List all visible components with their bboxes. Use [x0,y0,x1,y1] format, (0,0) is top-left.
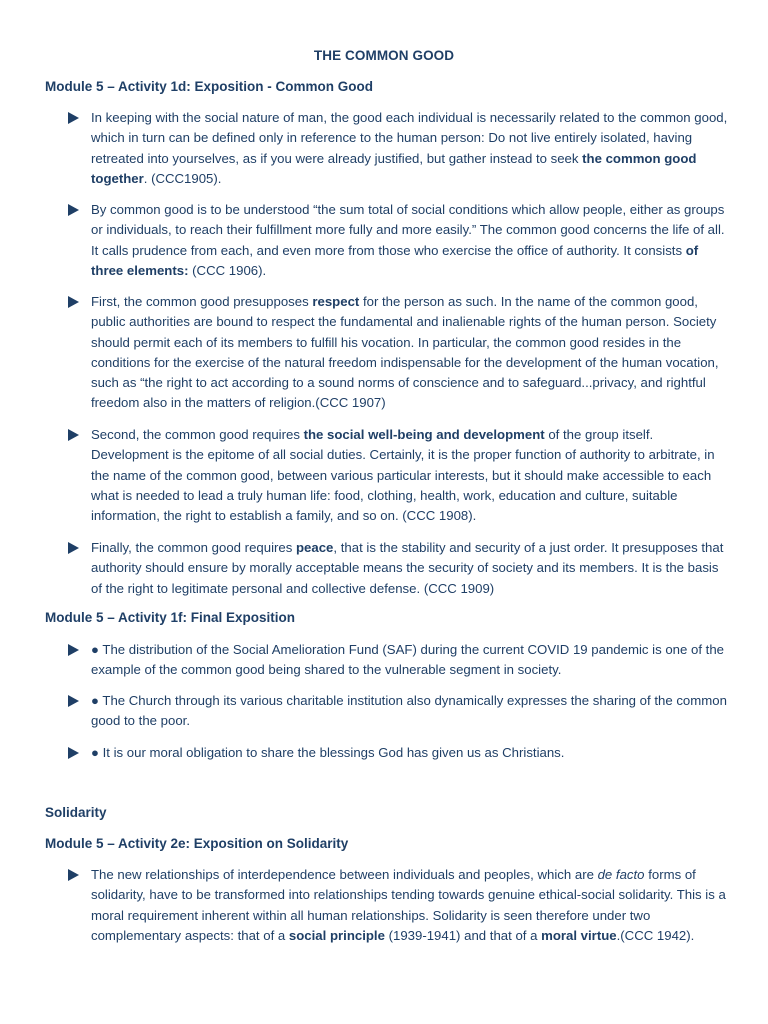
arrow-bullet-icon [68,429,79,441]
text-run: (CCC 1906). [188,262,267,278]
text-run: for the person as such. In the name of the common good, public authorities are bound to respect the fundamental and inalienable rights of the human person. Society should permit each of its members to fulfill his vocation. In particular, the common good resides in the conditions for the exercise of the natural freedom indispensable for the development of the human vocation, such as “the right to act according to a sound norms of conscience and to safeguard...privacy, and rightful freedom also in the matters of religion.(CCC 1907) [91,294,719,411]
text-run: ● The Church through its various charitable institution also dynamically expresses the sharing of the common good to the poor. [91,693,727,729]
text-run: ● It is our moral obligation to share the blessings God has given us as Christians. [91,745,565,760]
bullet-text [91,538,728,599]
text-run: (1939-1941) and that of a [384,927,542,943]
text-run: Finally, the common good requires [91,540,296,555]
bold-text: the common good together [91,150,697,186]
section-heading-solidarity: Solidarity [45,805,107,820]
arrow-bullet-icon [68,204,79,216]
arrow-bullet-icon [68,542,79,554]
arrow-bullet-icon [68,695,79,707]
bullet-text [91,865,728,946]
text-run: ● The distribution of the Social Amelioration Fund (SAF) during the current COVID 19 pandemic is one of the example of the common good being shared to the vulnerable segment in society. [91,642,724,678]
italic-text: de facto [597,867,645,882]
arrow-bullet-icon [68,112,79,124]
bold-text: the social well-being and development [303,427,545,442]
section-heading-1d: Module 5 – Activity 1d: Exposition - Common Good [45,79,374,94]
list-item [68,292,728,414]
page-title: THE COMMON GOOD [313,48,455,63]
bold-text: moral virtue [541,927,617,943]
text-run: First, the common good presupposes [91,294,313,309]
list-item [68,108,728,189]
arrow-bullet-icon [68,644,79,656]
text-run: .(CCC 1942). [616,927,695,943]
bullet-text [91,292,728,414]
text-run: In keeping with the social nature of man, the good each individual is necessarily related to the common good, which in turn can be defined only in reference to the human person: Do not live entirely isolated, having retreated into yourselves, as if you were already justified, but gather instead to seek [91,110,728,166]
text-run: By common good is to be understood “the sum total of social conditions which allow people, either as groups or individuals, to reach their fulfillment more fully and more easily.” The common good concerns the life of all. It calls prudence from each, and even more from those who exercise the office of authority. It consists [91,202,725,258]
text-run: of the group itself. Development is the epitome of all social duties. Certainly, it is the proper function of authority to arbitrate, in the name of the common good, between various particular interests, but it should make accessible to each what is needed to lead a truly human life: food, clothing, health, work, education and culture, suitable information, the right to establish a family, and so on. (CCC 1908). [91,427,715,524]
bold-text: social principle [288,927,385,943]
bold-text: of three elements: [91,242,699,278]
list-item [68,640,728,681]
list-item [68,425,728,526]
list-item [68,691,728,732]
list-item [68,865,728,946]
arrow-bullet-icon [68,296,79,308]
bullet-text [91,743,728,763]
list-item [68,538,728,599]
bullet-text [91,691,728,732]
text-run: Second, the common good requires [91,427,304,442]
list-item [68,200,728,281]
list-item [68,743,728,763]
bullet-text [91,108,728,189]
text-run: forms of solidarity, have to be transformed into relationships tending towards genuine ethical-social solidarity. This is a moral requirement inherent within all human relationships. Solidarity is seen therefore under two complementary aspects: that of a [91,867,726,943]
bullet-text [91,425,728,526]
section-heading-2e: Module 5 – Activity 2e: Exposition on Solidarity [45,836,349,851]
text-run: The new relationships of interdependence between individuals and peoples, which are [91,867,598,882]
text-run: . (CCC1905). [143,170,222,186]
arrow-bullet-icon [68,747,79,759]
arrow-bullet-icon [68,869,79,881]
bullet-text [91,200,728,281]
bullet-text [91,640,728,681]
text-run: , that is the stability and security of a just order. It presupposes that authority should ensure by morally acceptable means the security of society and its members. It is the basis of the right to legitimate personal and collective defense. (CCC 1909) [91,540,724,596]
section-heading-1f: Module 5 – Activity 1f: Final Exposition [45,610,296,625]
bold-text: peace [296,540,334,555]
bold-text: respect [312,294,360,309]
